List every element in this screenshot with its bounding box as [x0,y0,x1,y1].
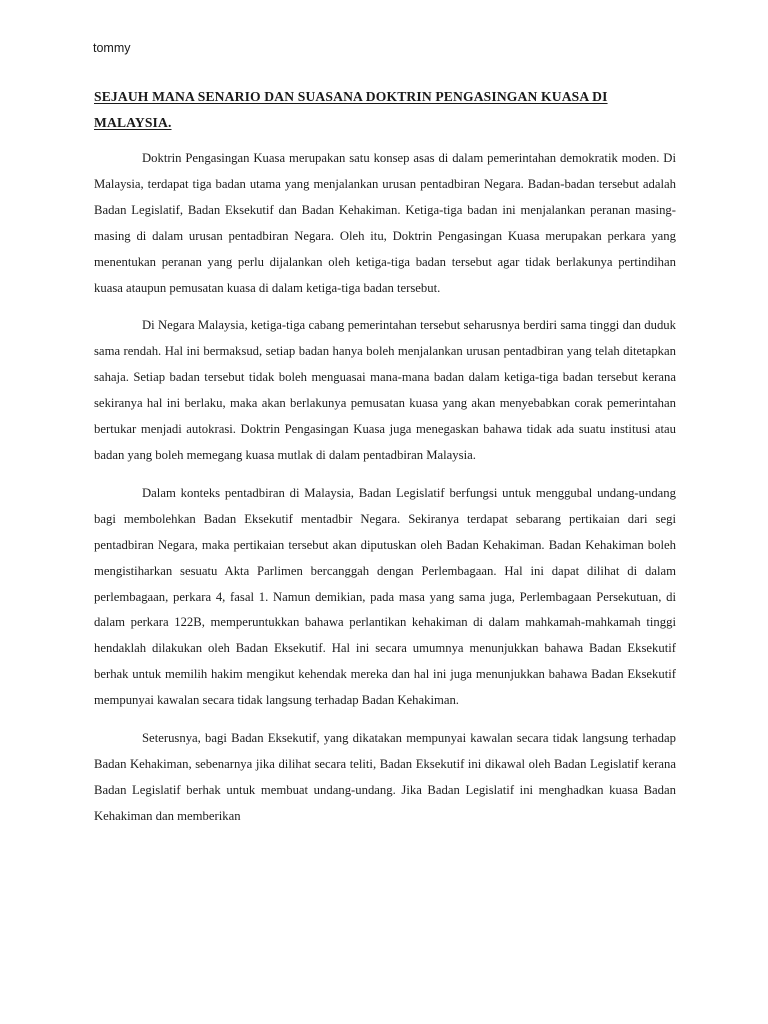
paragraph-2: Di Negara Malaysia, ketiga-tiga cabang pemerintahan tersebut seharusnya berdiri sama tinggi dan duduk sama rendah. Hal ini bermaksud, setiap badan hanya boleh menjalankan urusan pentadbiran yang telah ditetapkan sahaja. Setiap badan tersebut tidak boleh menguasai mana-mana badan dalam ketiga-tiga badan tersebut kerana sekiranya hal ini berlaku, maka akan berlakunya pemusatan kuasa yang akan menyebabkan corak pemerintahan bertukar menjadi autokrasi. Doktrin Pengasingan Kuasa juga menegaskan bahawa tidak ada suatu institusi atau badan yang boleh memegang kuasa mutlak di dalam pentadbiran Malaysia. [94,318,676,462]
author-name: tommy [93,41,131,55]
paragraph-4: Seterusnya, bagi Badan Eksekutif, yang dikatakan mempunyai kawalan secara tidak langsung terhadap Badan Kehakiman, sebenarnya jika dilihat secara teliti, Badan Eksekutif ini dikawal oleh Badan Legislatif kerana Badan Legislatif berhak untuk membuat undang-undang. Jika Badan Legislatif ini menghadkan kuasa Badan Kehakiman dan memberikan [94,731,676,823]
document-title: SEJAUH MANA SENARIO DAN SUASANA DOKTRIN PENGASINGAN KUASA DI MALAYSIA. [94,89,608,130]
paragraph-1: Doktrin Pengasingan Kuasa merupakan satu konsep asas di dalam pemerintahan demokratik moden. Di Malaysia, terdapat tiga badan utama yang menjalankan urusan pentadbiran Negara. Badan-badan tersebut adalah Badan Legislatif, Badan Eksekutif dan Badan Kehakiman. Ketiga-tiga badan ini menjalankan peranan masing-masing di dalam urusan pentadbiran Negara. Oleh itu, Doktrin Pengasingan Kuasa merupakan perkara yang menentukan peranan yang perlu dijalankan oleh ketiga-tiga badan tersebut agar tidak berlakunya pertindihan kuasa ataupun pemusatan kuasa di dalam ketiga-tiga badan tersebut. [94,151,676,295]
paragraph-3: Dalam konteks pentadbiran di Malaysia, Badan Legislatif berfungsi untuk menggubal undang-undang bagi membolehkan Badan Eksekutif mentadbir Negara. Sekiranya terdapat sebarang pertikaian dari segi pentadbiran Negara, maka pertikaian tersebut akan diputuskan oleh Badan Kehakiman. Badan Kehakiman boleh mengistiharkan sesuatu Akta Parlimen bercanggah dengan Perlembagaan. Hal ini dapat dilihat di dalam perlembagaan, perkara 4, fasal 1. Namun demikian, pada masa yang sama juga, Perlembagaan Persekutuan, di dalam perkara 122B, memperuntukkan bahawa perlantikan kehakiman di dalam mahkamah-mahkamah tinggi hendaklah dilakukan oleh Badan Eksekutif. Hal ini secara umumnya menunjukkan bahawa Badan Eksekutif berhak untuk memilih hakim mengikut kehendak mereka dan hal ini juga menunjukkan bahawa Badan Eksekutif mempunyai kawalan secara tidak langsung terhadap Badan Kehakiman. [94,485,676,708]
document-body [94,146,676,842]
